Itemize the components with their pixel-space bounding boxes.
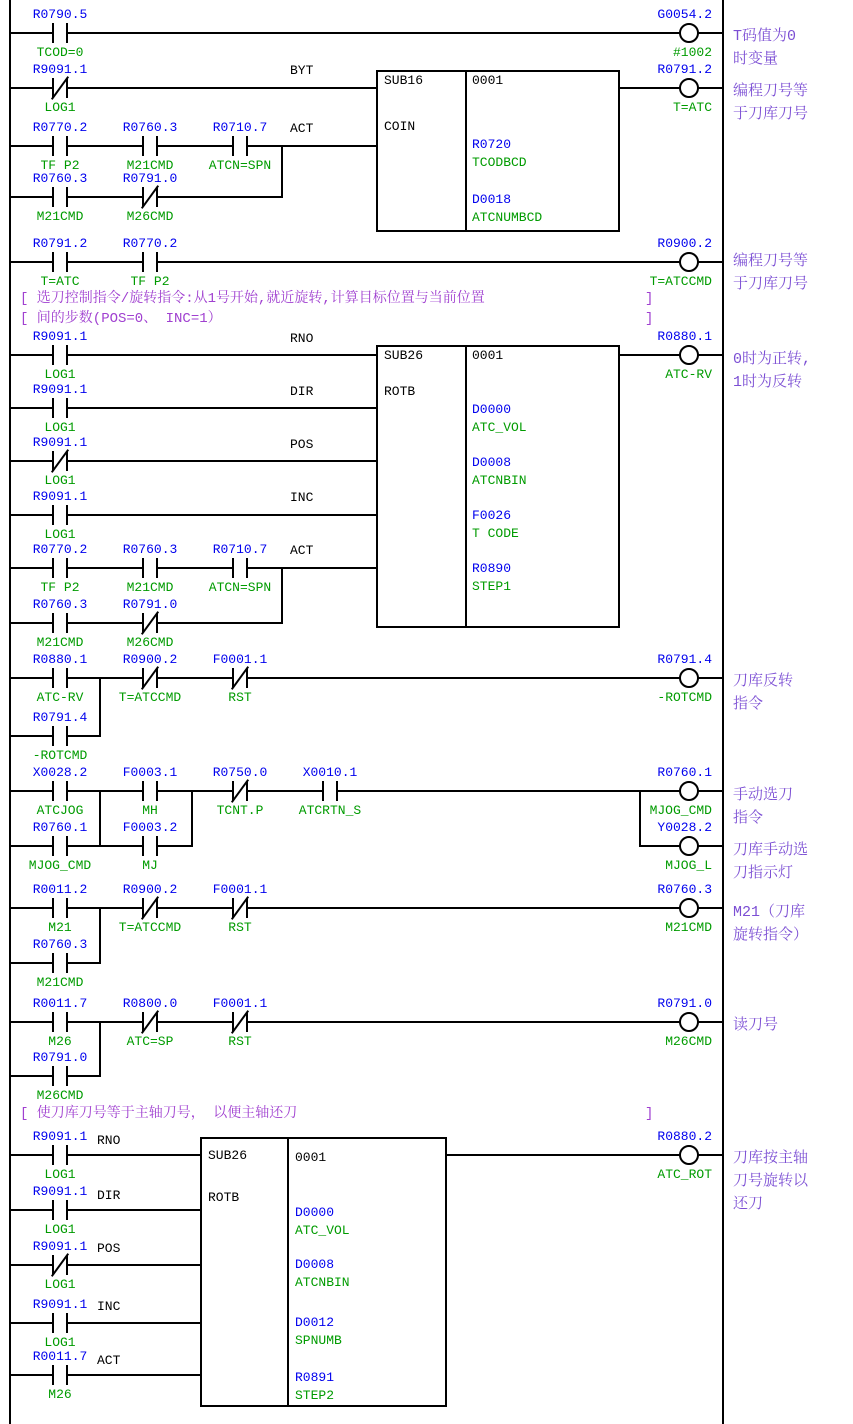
no-contact-icon xyxy=(52,668,68,688)
contact-address: X0028.2 xyxy=(32,765,88,780)
contact-symbol: M26CMD xyxy=(126,209,174,224)
no-contact-icon xyxy=(52,1012,68,1032)
no-contact-icon xyxy=(52,398,68,418)
contact-address: R0791.0 xyxy=(122,171,178,186)
contact-symbol: M26 xyxy=(48,1387,72,1402)
contact-R0760.1[interactable] xyxy=(15,820,105,874)
coil-symbol: T=ATC xyxy=(672,100,712,115)
side-comment-line: 刀库手动选 xyxy=(733,842,809,859)
contact-address: R9091.1 xyxy=(32,489,88,504)
block-text: D0012 xyxy=(295,1315,335,1330)
contact-address: F0003.2 xyxy=(122,820,178,835)
contact-symbol: ATCRTN_S xyxy=(298,803,362,818)
contact-address: R0770.2 xyxy=(32,542,88,557)
no-contact-icon xyxy=(52,1365,68,1385)
block-io-label: RNO xyxy=(97,1133,121,1148)
no-contact-icon xyxy=(52,836,68,856)
no-contact-icon xyxy=(52,953,68,973)
nc-contact-icon xyxy=(142,613,158,633)
side-comment-line: M21（刀库 xyxy=(733,904,806,921)
nc-slash xyxy=(231,779,249,803)
contact-R0800.0[interactable] xyxy=(105,996,195,1050)
contact-address: R0011.7 xyxy=(32,996,88,1011)
coil-icon xyxy=(679,78,699,98)
contact-symbol: -ROTCMD xyxy=(32,748,88,763)
coil-symbol: M26CMD xyxy=(665,1034,712,1049)
block-text: ROTB xyxy=(384,384,416,399)
side-comment xyxy=(733,1147,808,1216)
block-text: SPNUMB xyxy=(295,1333,342,1348)
contact-R0900.2[interactable] xyxy=(105,652,195,706)
contact-symbol: RST xyxy=(228,1034,252,1049)
coil-symbol: ATC_ROT xyxy=(657,1167,712,1182)
block-text: D0018 xyxy=(472,192,512,207)
coil-symbol: T=ATCCMD xyxy=(649,274,712,289)
rung-comment: [ 间的步数(POS=0、 INC=1） xyxy=(20,311,222,327)
no-contact-icon xyxy=(142,136,158,156)
contact-R0760.3[interactable] xyxy=(15,597,105,651)
contact-address: R0750.0 xyxy=(212,765,268,780)
contact-symbol: LOG1 xyxy=(44,420,76,435)
contact-address: R0800.0 xyxy=(122,996,178,1011)
side-comment xyxy=(733,348,811,394)
contact-address: R0880.1 xyxy=(32,652,88,667)
no-contact-icon xyxy=(52,23,68,43)
nc-slash xyxy=(51,76,69,100)
nc-contact-icon xyxy=(142,898,158,918)
block-text: D0008 xyxy=(472,455,512,470)
block-text: F0026 xyxy=(472,508,512,523)
block-text: ATCNUMBCD xyxy=(472,210,543,225)
side-comment xyxy=(733,250,808,296)
contact-address: R0900.2 xyxy=(122,882,178,897)
side-comment-line: 于刀库刀号 xyxy=(733,106,809,123)
side-comment-line: 指令 xyxy=(733,810,764,827)
no-contact-icon xyxy=(52,558,68,578)
contact-R0790.5[interactable] xyxy=(15,7,105,61)
contact-symbol: LOG1 xyxy=(44,367,76,382)
block-text: SUB26 xyxy=(384,348,424,363)
no-contact-icon xyxy=(52,1200,68,1220)
coil-icon xyxy=(679,23,699,43)
contact-symbol: M21CMD xyxy=(36,635,84,650)
nc-slash xyxy=(231,1010,249,1034)
no-contact-icon xyxy=(232,136,248,156)
coil-icon xyxy=(679,1145,699,1165)
side-comment-line: 指令 xyxy=(733,696,764,713)
contact-R0710.7[interactable] xyxy=(195,542,285,596)
contact-F0001.1[interactable] xyxy=(195,882,285,936)
contact-address: R9091.1 xyxy=(32,329,88,344)
block-text: ROTB xyxy=(208,1190,240,1205)
contact-address: F0003.1 xyxy=(122,765,178,780)
contact-symbol: TCNT.P xyxy=(216,803,264,818)
contact-address: R9091.1 xyxy=(32,1297,88,1312)
nc-slash xyxy=(141,896,159,920)
coil-icon xyxy=(679,1012,699,1032)
contact-address: R0900.2 xyxy=(122,652,178,667)
side-comment-line: 刀指示灯 xyxy=(733,865,794,882)
side-comment-line: 于刀库刀号 xyxy=(733,276,809,293)
contact-symbol: ATCJOG xyxy=(36,803,84,818)
block-text: ATC_VOL xyxy=(472,420,527,435)
coil-address: R0760.3 xyxy=(657,882,712,897)
contact-R9091.1[interactable] xyxy=(15,1297,105,1351)
rung-comment: ] xyxy=(645,291,654,307)
nc-slash xyxy=(51,449,69,473)
nc-slash xyxy=(51,1253,69,1277)
nc-contact-icon xyxy=(232,898,248,918)
contact-R0880.1[interactable] xyxy=(15,652,105,706)
side-comment-line: 刀号旋转以 xyxy=(733,1173,809,1190)
contact-R9091.1[interactable] xyxy=(15,1129,105,1183)
contact-symbol: RST xyxy=(228,690,252,705)
contact-symbol: LOG1 xyxy=(44,100,76,115)
nc-contact-icon xyxy=(232,1012,248,1032)
contact-address: R0011.7 xyxy=(32,1349,88,1364)
coil-address: R0791.2 xyxy=(657,62,712,77)
contact-symbol: T=ATCCMD xyxy=(118,690,182,705)
contact-address: R0791.2 xyxy=(32,236,88,251)
contact-F0001.1[interactable] xyxy=(195,652,285,706)
contact-R0011.2[interactable] xyxy=(15,882,105,936)
contact-R0760.3[interactable] xyxy=(15,171,105,225)
coil-icon xyxy=(679,781,699,801)
contact-R9091.1[interactable] xyxy=(15,1184,105,1238)
contact-address: R0791.0 xyxy=(32,1050,88,1065)
coil-address: R0880.1 xyxy=(657,329,712,344)
contact-symbol: TCOD=0 xyxy=(36,45,84,60)
contact-symbol: T=ATC xyxy=(40,274,80,289)
contact-symbol: ATCN=SPN xyxy=(208,580,272,595)
nc-contact-icon xyxy=(142,668,158,688)
coil-address: G0054.2 xyxy=(657,7,712,22)
contact-R0791.0[interactable] xyxy=(105,597,195,651)
contact-address: R0760.3 xyxy=(122,542,178,557)
contact-R9091.1[interactable] xyxy=(15,62,105,116)
rung-comment: ] xyxy=(645,311,654,327)
contact-F0003.2[interactable] xyxy=(105,820,195,874)
block-io-label: DIR xyxy=(290,384,314,399)
coil-icon xyxy=(679,836,699,856)
contact-R0760.3[interactable] xyxy=(105,542,195,596)
contact-address: R9091.1 xyxy=(32,435,88,450)
block-io-label: BYT xyxy=(290,63,314,78)
contact-symbol: LOG1 xyxy=(44,1277,76,1292)
nc-slash xyxy=(141,666,159,690)
contact-address: R9091.1 xyxy=(32,382,88,397)
block-text: R0720 xyxy=(472,137,512,152)
wire-segment xyxy=(722,0,724,1424)
contact-address: R0791.0 xyxy=(122,597,178,612)
coil-icon xyxy=(679,345,699,365)
coil-icon xyxy=(679,668,699,688)
contact-symbol: LOG1 xyxy=(44,527,76,542)
contact-address: R0770.2 xyxy=(32,120,88,135)
contact-R0791.2[interactable] xyxy=(15,236,105,290)
side-comment-line: T码值为0 xyxy=(733,28,797,45)
coil-symbol: ATC-RV xyxy=(665,367,712,382)
side-comment-line: 编程刀号等 xyxy=(733,253,809,270)
no-contact-icon xyxy=(142,836,158,856)
contact-R0011.7[interactable] xyxy=(15,996,105,1050)
coil-icon xyxy=(679,898,699,918)
coil-address: Y0028.2 xyxy=(657,820,712,835)
contact-symbol: ATCN=SPN xyxy=(208,158,272,173)
block-io-label: INC xyxy=(97,1299,121,1314)
side-comment xyxy=(733,25,796,71)
no-contact-icon xyxy=(142,252,158,272)
side-comment-line: 手动选刀 xyxy=(733,787,794,804)
block-text: TCODBCD xyxy=(472,155,527,170)
contact-symbol: LOG1 xyxy=(44,1167,76,1182)
coil-icon xyxy=(679,252,699,272)
block-divider xyxy=(465,347,467,626)
side-comment-line: 旋转指令） xyxy=(733,927,809,944)
contact-R0770.2[interactable] xyxy=(15,542,105,596)
contact-R0011.7[interactable] xyxy=(15,1349,105,1403)
contact-symbol: TF P2 xyxy=(40,158,80,173)
coil-symbol: M21CMD xyxy=(665,920,712,935)
block-io-label: ACT xyxy=(290,543,314,558)
contact-R0760.3[interactable] xyxy=(105,120,195,174)
contact-symbol: RST xyxy=(228,920,252,935)
side-comment-line: 时变量 xyxy=(733,51,779,68)
contact-address: R0760.3 xyxy=(32,597,88,612)
block-text: D0000 xyxy=(472,402,512,417)
contact-address: R0791.4 xyxy=(32,710,88,725)
side-comment-line: 编程刀号等 xyxy=(733,83,809,100)
contact-address: R0770.2 xyxy=(122,236,178,251)
contact-address: F0001.1 xyxy=(212,882,268,897)
block-divider xyxy=(287,1139,289,1405)
side-comment-line: 还刀 xyxy=(733,1196,764,1213)
rung-comment: ] xyxy=(645,1106,654,1122)
no-contact-icon xyxy=(142,781,158,801)
nc-slash xyxy=(231,896,249,920)
contact-F0001.1[interactable] xyxy=(195,996,285,1050)
contact-symbol: M21 xyxy=(48,920,72,935)
contact-R0900.2[interactable] xyxy=(105,882,195,936)
block-io-label: ACT xyxy=(97,1353,121,1368)
nc-contact-icon xyxy=(52,1255,68,1275)
contact-symbol: M26 xyxy=(48,1034,72,1049)
side-comment-line: 0时为正转, xyxy=(733,351,812,368)
contact-R0750.0[interactable] xyxy=(195,765,285,819)
contact-symbol: M26CMD xyxy=(126,635,174,650)
side-comment-line: 刀库按主轴 xyxy=(733,1150,809,1167)
contact-F0003.1[interactable] xyxy=(105,765,195,819)
contact-address: R0710.7 xyxy=(212,542,268,557)
contact-symbol: LOG1 xyxy=(44,1335,76,1350)
side-comment xyxy=(733,670,793,716)
block-text: D0000 xyxy=(295,1205,335,1220)
contact-address: R0760.3 xyxy=(32,171,88,186)
coil-symbol: #1002 xyxy=(672,45,712,60)
contact-R0791.4[interactable] xyxy=(15,710,105,764)
contact-symbol: LOG1 xyxy=(44,1222,76,1237)
contact-symbol: M21CMD xyxy=(36,975,84,990)
contact-address: X0010.1 xyxy=(302,765,358,780)
contact-address: R0011.2 xyxy=(32,882,88,897)
contact-R0791.0[interactable] xyxy=(105,171,195,225)
side-comment-line: 1时为反转 xyxy=(733,374,803,391)
side-comment xyxy=(733,901,808,947)
block-text: 0001 xyxy=(472,73,504,88)
block-text: ATCNBIN xyxy=(295,1275,350,1290)
contact-symbol: M21CMD xyxy=(126,158,174,173)
contact-address: R9091.1 xyxy=(32,62,88,77)
contact-symbol: ATC-RV xyxy=(36,690,84,705)
contact-symbol: ATC=SP xyxy=(126,1034,174,1049)
contact-address: R9091.1 xyxy=(32,1184,88,1199)
block-text: R0891 xyxy=(295,1370,335,1385)
nc-contact-icon xyxy=(142,187,158,207)
contact-R0791.0[interactable] xyxy=(15,1050,105,1104)
contact-address: R0790.5 xyxy=(32,7,88,22)
contact-address: R0760.3 xyxy=(122,120,178,135)
contact-address: R0710.7 xyxy=(212,120,268,135)
no-contact-icon xyxy=(52,613,68,633)
block-text: SUB16 xyxy=(384,73,424,88)
block-text: STEP2 xyxy=(295,1388,335,1403)
block-text: COIN xyxy=(384,119,416,134)
contact-symbol: MH xyxy=(142,803,158,818)
coil-address: R0900.2 xyxy=(657,236,712,251)
contact-R0760.3[interactable] xyxy=(15,937,105,991)
rung-comment: [ 选刀控制指令/旋转指令:从1号开始,就近旋转,计算目标位置与当前位置 xyxy=(20,291,485,307)
contact-R9091.1[interactable] xyxy=(15,489,105,543)
contact-R9091.1[interactable] xyxy=(15,435,105,489)
contact-R0770.2[interactable] xyxy=(105,236,195,290)
coil-symbol: MJOG_CMD xyxy=(649,803,712,818)
contact-R9091.1[interactable] xyxy=(15,329,105,383)
block-io-label: POS xyxy=(290,437,314,452)
block-io-label: RNO xyxy=(290,331,314,346)
block-text: T CODE xyxy=(472,526,519,541)
nc-slash xyxy=(231,666,249,690)
contact-address: R9091.1 xyxy=(32,1129,88,1144)
side-comment-line: 刀库反转 xyxy=(733,673,794,690)
nc-contact-icon xyxy=(52,451,68,471)
contact-address: F0001.1 xyxy=(212,996,268,1011)
nc-contact-icon xyxy=(52,78,68,98)
nc-slash xyxy=(141,1010,159,1034)
contact-address: R0760.3 xyxy=(32,937,88,952)
no-contact-icon xyxy=(52,1066,68,1086)
contact-address: R0760.1 xyxy=(32,820,88,835)
coil-symbol: MJOG_L xyxy=(665,858,712,873)
contact-symbol: M21CMD xyxy=(36,209,84,224)
no-contact-icon xyxy=(52,136,68,156)
contact-symbol: MJ xyxy=(142,858,158,873)
no-contact-icon xyxy=(52,505,68,525)
block-text: R0890 xyxy=(472,561,512,576)
no-contact-icon xyxy=(52,726,68,746)
block-divider xyxy=(465,72,467,230)
no-contact-icon xyxy=(322,781,338,801)
no-contact-icon xyxy=(52,1145,68,1165)
rung-comment: [ 使刀库刀号等于主轴刀号， 以便主轴还刀 xyxy=(20,1106,298,1122)
contact-symbol: T=ATCCMD xyxy=(118,920,182,935)
no-contact-icon xyxy=(142,558,158,578)
block-text: D0008 xyxy=(295,1257,335,1272)
block-io-label: ACT xyxy=(290,121,314,136)
nc-contact-icon xyxy=(232,781,248,801)
no-contact-icon xyxy=(52,252,68,272)
block-text: ATC_VOL xyxy=(295,1223,350,1238)
contact-R9091.1[interactable] xyxy=(15,1239,105,1293)
contact-R0770.2[interactable] xyxy=(15,120,105,174)
coil-address: R0791.4 xyxy=(657,652,712,667)
side-comment xyxy=(733,784,793,830)
block-text: STEP1 xyxy=(472,579,512,594)
no-contact-icon xyxy=(232,558,248,578)
block-io-label: DIR xyxy=(97,1188,121,1203)
contact-symbol: LOG1 xyxy=(44,473,76,488)
contact-symbol: M21CMD xyxy=(126,580,174,595)
contact-symbol: MJOG_CMD xyxy=(28,858,92,873)
nc-slash xyxy=(141,611,159,635)
contact-symbol: M26CMD xyxy=(36,1088,84,1103)
contact-address: R9091.1 xyxy=(32,1239,88,1254)
no-contact-icon xyxy=(52,781,68,801)
block-text: SUB26 xyxy=(208,1148,248,1163)
side-comment xyxy=(733,1014,778,1037)
coil-symbol: -ROTCMD xyxy=(657,690,712,705)
side-comment xyxy=(733,80,808,126)
nc-slash xyxy=(141,185,159,209)
contact-address: F0001.1 xyxy=(212,652,268,667)
nc-contact-icon xyxy=(142,1012,158,1032)
contact-symbol: TF P2 xyxy=(130,274,170,289)
function-block-SUB26-ROTB-2[interactable] xyxy=(200,1137,447,1407)
no-contact-icon xyxy=(52,187,68,207)
block-text: ATCNBIN xyxy=(472,473,527,488)
block-io-label: POS xyxy=(97,1241,121,1256)
side-comment xyxy=(733,839,808,885)
no-contact-icon xyxy=(52,898,68,918)
side-comment-line: 读刀号 xyxy=(733,1017,779,1034)
block-text: 0001 xyxy=(472,348,504,363)
no-contact-icon xyxy=(52,345,68,365)
coil-address: R0791.0 xyxy=(657,996,712,1011)
contact-R9091.1[interactable] xyxy=(15,382,105,436)
no-contact-icon xyxy=(52,1313,68,1333)
contact-R0710.7[interactable] xyxy=(195,120,285,174)
coil-address: R0760.1 xyxy=(657,765,712,780)
contact-symbol: TF P2 xyxy=(40,580,80,595)
block-text: 0001 xyxy=(295,1150,327,1165)
contact-X0028.2[interactable] xyxy=(15,765,105,819)
coil-address: R0880.2 xyxy=(657,1129,712,1144)
nc-contact-icon xyxy=(232,668,248,688)
contact-X0010.1[interactable] xyxy=(285,765,375,819)
block-io-label: INC xyxy=(290,490,314,505)
